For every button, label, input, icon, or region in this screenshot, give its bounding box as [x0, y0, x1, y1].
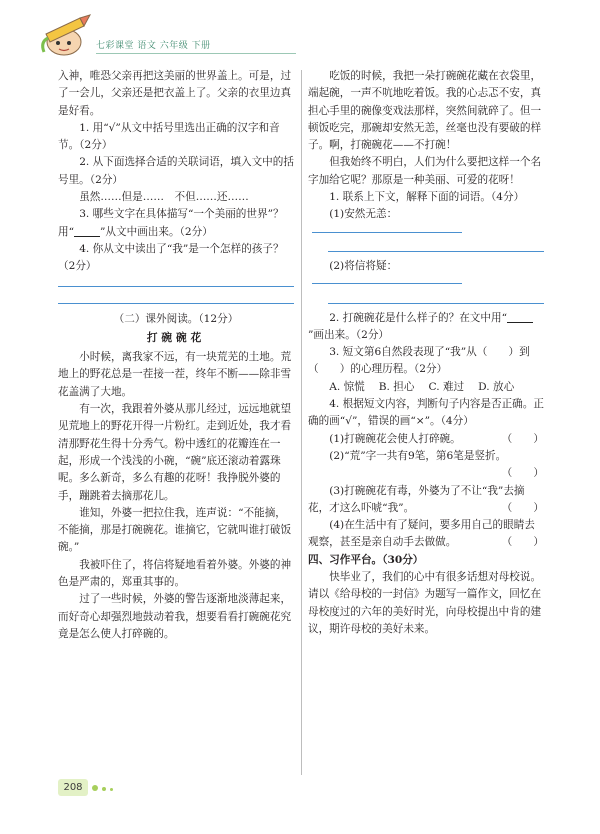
judge-item-4-paren[interactable]: （ ） [501, 536, 544, 549]
section-title: （二）课外阅读。（12分） [113, 312, 239, 325]
judge-item-3-text: (3)打碗碗花有毒，外婆为了不让“我”去摘花，才这么吓唬“我”。 [308, 484, 525, 514]
answer-line[interactable] [312, 232, 462, 233]
judge-item-2-paren[interactable]: （ ） [501, 467, 544, 480]
judge-item-1-paren[interactable]: （ ） [501, 432, 544, 445]
underline-mark [74, 224, 100, 237]
right-question-1a [308, 206, 544, 241]
judge-item-2-text: (2)“荒”字一共有9笔，第6笔是竖折。 [329, 449, 507, 462]
essay-prompt: 快毕业了，我们的心中有很多话想对母校说。请以《给母校的一封信》为题写一篇作文，回忆在母校度过的六年的美好时光，向母校提出中肯的建议，期许母校的美好未来。 [308, 571, 542, 635]
passage-tail: 入神，唯恐父亲再把这美丽的世界盖上。可是，过了一会儿，父亲还是把衣盖上了。父亲的衣里边真是好看。 [58, 70, 292, 117]
option-c[interactable]: C. 难过 [428, 380, 465, 393]
right-question-2-pre: 2. 打碗碗花是什么样子的？在文中用“ [329, 311, 507, 324]
section-4-title: 四、习作平台。（30分） [308, 553, 424, 566]
judge-item-3-paren[interactable]: （ ） [501, 501, 544, 514]
judge-item-2 [308, 448, 544, 465]
judge-item-1 [308, 431, 544, 448]
judge-item-4 [308, 517, 544, 552]
right-question-2-post: ”画出来。（2分） [308, 328, 390, 341]
option-b[interactable]: B. 担心 [378, 380, 415, 393]
decorative-dot-icon [92, 785, 98, 791]
left-column [58, 68, 294, 643]
answer-line[interactable] [328, 251, 544, 252]
article-paragraph: 我被吓住了，将信将疑地看着外婆。外婆的神色是严肃的，郑重其事的。 [58, 558, 292, 589]
left-question-1: 1. 用“√”从文中括号里选出正确的汉字和音节。（2分） [58, 121, 280, 152]
left-question-3 [58, 206, 294, 241]
left-question-2-options: 虽然……但是…… 不但……还…… [79, 191, 249, 204]
left-question-4: 4. 你从文中读出了“我”是一个怎样的孩子？（2分） [58, 242, 284, 273]
left-question-2: 2. 从下面选择合适的关联词语，填入文中的括号里。（2分） [58, 156, 294, 186]
right-question-1b [308, 258, 544, 293]
header-rule [96, 53, 296, 54]
header-title: 七彩课堂 语文 六年级 下册 [96, 41, 211, 51]
left-question-3-pre: 3. 哪些文字在具体描写“一个美丽的世界”？用“ [58, 208, 284, 238]
right-question-4: 4. 根据短文内容，判断句子内容是否正确。正确的画“√”，错误的画“×”。（4分） [308, 398, 544, 428]
cartoon-pencil-kid-icon [36, 12, 92, 58]
decorative-dot-icon [110, 788, 113, 791]
article-paragraph: 吃饭的时候，我把一朵打碗碗花藏在衣袋里，端起碗，一声不吭地吃着饭。我的心忐忑不安，真担心手里的碗像变戏法那样，突然间就碎了。但一顿饭吃完，那碗却安然无恙，丝毫也没有要破的样子。啊，打碗碗花——不打碗！ [308, 70, 542, 152]
article-paragraph: 过了一些时候，外婆的警告逐渐地淡薄起来，而好奇心却强烈地鼓动着我，想要看看打碗碗花究竟是怎么使人打碎碗的。 [58, 593, 292, 640]
answer-line[interactable] [328, 303, 544, 304]
answer-line[interactable] [58, 286, 294, 287]
right-question-3-options [308, 379, 544, 396]
option-a[interactable]: A. 惊慌 [329, 380, 365, 393]
right-question-2 [308, 310, 544, 345]
right-column [308, 68, 544, 638]
judge-item-1-text: (1)打碗碗花会使人打碎碗。 [329, 432, 461, 445]
article-title: 打碗碗花 [146, 331, 206, 344]
article-paragraph: 有一次，我跟着外婆从那儿经过，远远地就望见荒地上的野花开得一片粉红。走到近处，我才看清那野花生得十分秀气。粉中透红的花瓣连在一起，形成一个浅浅的小碗，“碗”底还滚动着露珠呢。多么新奇，多么有趣的花呀！我挣脱外婆的手，蹦跳着去摘那花儿。 [58, 403, 292, 502]
article-paragraph: 小时候，离我家不远，有一块荒芜的土地。荒地上的野花总是一茬接一茬，终年不断——除非雪花盖满了大地。 [58, 351, 292, 398]
underline-mark [507, 310, 533, 323]
article-paragraph: 谁知，外婆一把拉住我，连声说：“不能摘，不能摘，那是打碗碗花。谁摘它，它就叫谁打破饭碗。” [58, 506, 292, 554]
column-divider [301, 70, 302, 775]
page-number: 208 [58, 779, 88, 796]
article-paragraph: 但我始终不明白，人们为什么要把这样一个名字加给它呢？那原是一种美丽、可爱的花呀！ [308, 156, 542, 186]
left-question-3-post: ”从文中画出来。（2分） [100, 225, 213, 238]
judge-item-3 [308, 483, 544, 518]
right-question-1a-label: (1)安然无恙： [329, 208, 398, 221]
right-question-1: 1. 联系上下文，解释下面的词语。（4分） [329, 191, 525, 204]
answer-line[interactable] [312, 283, 462, 284]
page-header [0, 0, 600, 70]
judge-item-4-text: (4)在生活中有了疑问，要多用自己的眼睛去观察，甚至是亲自动手去做做。 [308, 519, 535, 549]
right-question-1b-label: (2)将信将疑： [329, 259, 398, 272]
right-question-3: 3. 短文第6自然段表现了“我”从（ ）到（ ）的心理历程。（2分） [308, 346, 530, 376]
decorative-dot-icon [102, 787, 106, 791]
option-d[interactable]: D. 放心 [478, 380, 515, 393]
